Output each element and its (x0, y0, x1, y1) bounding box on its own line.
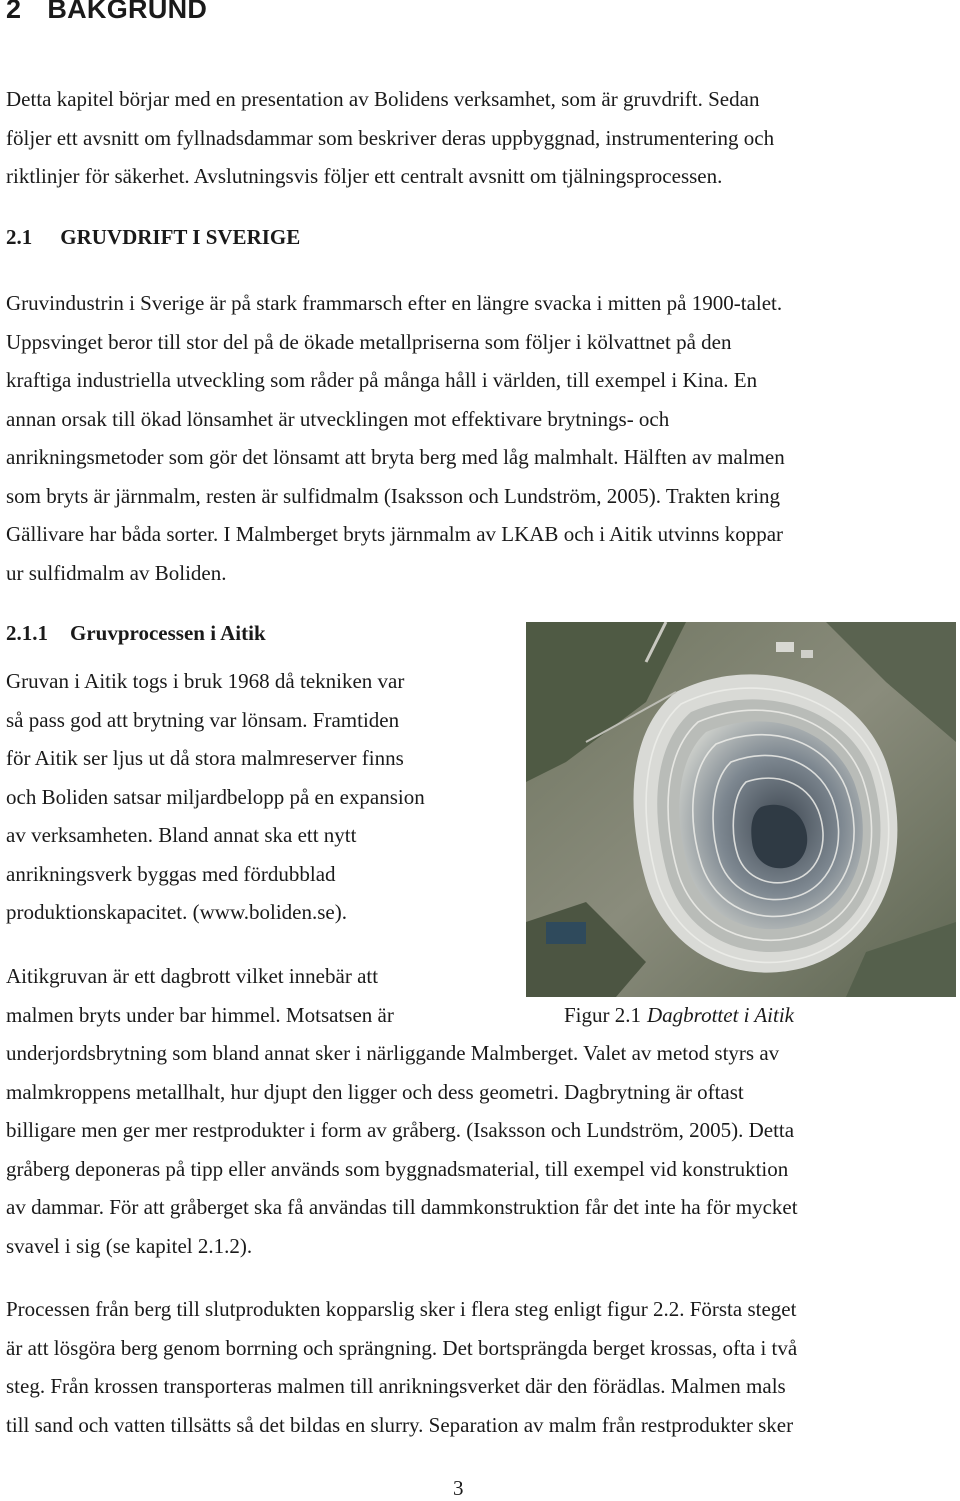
text-line: malmkroppens metallhalt, hur djupt den ligger och dess geometri. Dagbrytning är oftast (6, 1079, 744, 1104)
chapter-title: BAKGRUND (47, 0, 208, 24)
subsection-number: 2.1.1 (6, 621, 48, 645)
text-line: Processen från berg till slutprodukten kopparslig sker i flera steg enligt figur 2.2. Första steget (6, 1297, 797, 1321)
text-line: Detta kapitel börjar med en presentation av Bolidens verksamhet, som är gruvdrift. Sedan (6, 87, 760, 111)
text-line: gråberg deponeras på tipp eller används som byggnadsmaterial, till exempel vid konstruktion (6, 1156, 789, 1181)
section-2-1-1-paragraph-3 (6, 1290, 797, 1444)
figure-title: Dagbrottet i Aitik (647, 1003, 795, 1027)
figure-caption (564, 1000, 794, 1030)
open-pit-mine-photo (526, 622, 956, 997)
text-line: Gällivare har båda sorter. I Malmberget bryts järnmalm av LKAB och i Aitik utvinns koppar (6, 522, 784, 546)
subsection-heading-2-1-1 (6, 621, 266, 646)
section-2-1-paragraph (6, 284, 785, 592)
text-line: av dammar. För att gråberget ska få användas till dammkonstruktion får det inte ha för mycket (6, 1195, 798, 1219)
page-number: 3 (453, 1476, 464, 1500)
text-line: till sand och vatten tillsätts så det bildas en slurry. Separation av malm från restprodukter sker (6, 1412, 794, 1437)
text-line: ur sulfidmalm av Boliden. (6, 560, 227, 585)
section-number: 2.1 (6, 225, 33, 249)
text-line: av verksamheten. Bland annat ska ett nytt (6, 823, 357, 847)
text-line: Gruvindustrin i Sverige är på stark frammarsch efter en längre svacka i mitten på 1900-talet. (6, 291, 783, 315)
section-title: GRUVDRIFT I SVERIGE (60, 225, 301, 249)
text-line: underjordsbrytning som bland annat sker i närliggande Malmberget. Valet av metod styrs av (6, 1041, 780, 1065)
text-line: kraftiga industriella utveckling som råder på många håll i världen, till exempel i Kina. En (6, 368, 758, 392)
intro-paragraph (6, 80, 774, 196)
text-line: malmen bryts under bar himmel. Motsatsen är (6, 1002, 394, 1027)
chapter-heading (6, 0, 207, 25)
chapter-number: 2 (6, 0, 22, 24)
text-line: för Aitik ser ljus ut då stora malmreserver finns (6, 746, 404, 770)
section-2-1-1-paragraph-1 (6, 662, 425, 932)
text-line: annan orsak till ökad lönsamhet är utvecklingen mot effektivare brytnings- och (6, 406, 670, 431)
text-line: Gruvan i Aitik togs i bruk 1968 då tekniken var (6, 669, 405, 693)
text-line: anrikningsmetoder som gör det lönsamt att bryta berg med låg malmhalt. Hälften av malmen (6, 445, 785, 469)
section-heading-2-1 (6, 225, 300, 250)
text-line: Uppsvinget beror till stor del på de ökade metallpriserna som följer i kölvattnet på den (6, 329, 732, 354)
subsection-title: Gruvprocessen i Aitik (70, 621, 266, 645)
text-line: anrikningsverk byggas med fördubblad (6, 861, 336, 886)
figure-label: Figur 2.1 (564, 1003, 642, 1027)
text-line: så pass god att brytning var lönsam. Framtiden (6, 707, 400, 732)
text-line: riktlinjer för säkerhet. Avslutningsvis följer ett centralt avsnitt om tjälningsprocessen. (6, 164, 723, 188)
text-line: som bryts är järnmalm, resten är sulfidmalm (Isaksson och Lundström, 2005). Trakten kring (6, 483, 780, 508)
text-line: och Boliden satsar miljardbelopp på en expansion (6, 784, 425, 809)
aerial-pit-illustration (526, 622, 956, 997)
text-line: svavel i sig (se kapitel 2.1.2). (6, 1233, 253, 1258)
text-line: Aitikgruvan är ett dagbrott vilket innebär att (6, 964, 379, 988)
text-line: produktionskapacitet. (www.boliden.se). (6, 900, 347, 924)
text-line: steg. Från krossen transporteras malmen till anrikningsverket där den förädlas. Malmen mals (6, 1374, 786, 1398)
text-line: följer ett avsnitt om fyllnadsdammar som beskriver deras uppbyggnad, instrumentering och (6, 125, 775, 150)
text-line: är att lösgöra berg genom borrning och sprängning. Det bortsprängda berget krossas, ofta i två (6, 1335, 798, 1360)
text-line: billigare men ger mer restprodukter i form av gråberg. (Isaksson och Lundström, 2005). Detta (6, 1118, 795, 1142)
